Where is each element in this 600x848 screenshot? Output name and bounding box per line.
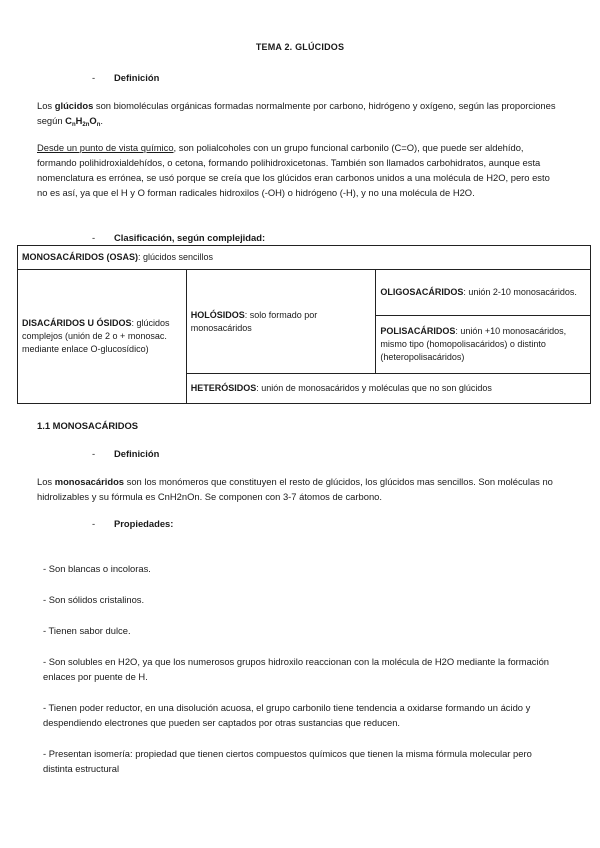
bullet-dash: - bbox=[92, 72, 96, 83]
text-run: . bbox=[100, 115, 103, 126]
heterosidos-cell bbox=[186, 374, 590, 404]
formula-h: H bbox=[75, 115, 83, 126]
definicion2-heading bbox=[92, 448, 159, 459]
property-item: - Son blancas o incoloras. bbox=[43, 563, 151, 574]
cell-text: : glúcidos sencillos bbox=[138, 252, 214, 262]
property-item: - Presentan isomería: propiedad que tienen ciertos compuestos químicos que tienen la misma fórmula molecular pero distinta estructural bbox=[43, 748, 532, 774]
definicion2-heading-text: Definición bbox=[114, 448, 160, 459]
bullet-dash: - bbox=[92, 232, 96, 243]
formula bbox=[65, 115, 100, 126]
clasificacion-heading bbox=[92, 232, 265, 243]
cell-term: DISACÁRIDOS U ÓSIDOS bbox=[22, 318, 132, 328]
text-run: Los bbox=[37, 476, 55, 487]
cell-term: MONOSACÁRIDOS (OSAS) bbox=[22, 252, 139, 262]
formula-c: C bbox=[65, 115, 72, 126]
text-run: son los monómeros que constituyen el resto de glúcidos, los glúcidos mas sencillos. Son moléculas no hidrolizables y su fórmula es CnH2nOn. Se componen con 3-7 átomos de carbono. bbox=[37, 476, 553, 502]
glucidos-term: glúcidos bbox=[54, 100, 94, 111]
classification-table bbox=[17, 245, 591, 404]
polisacaridos-cell bbox=[376, 316, 591, 374]
cell-term: HOLÓSIDOS bbox=[190, 309, 245, 320]
cell-text: : solo formado por monosacáridos bbox=[190, 309, 318, 333]
page-title: TEMA 2. GLÚCIDOS bbox=[255, 42, 345, 52]
glucidos-definition-paragraph bbox=[37, 98, 557, 133]
cell-text: : unión de monosacáridos y moléculas que no son glúcidos bbox=[256, 383, 492, 393]
cell-text: : glúcidos complejos (unión de 2 o + monosac. mediante enlace O-glucosídico) bbox=[22, 318, 170, 354]
cell-term: POLISACÁRIDOS bbox=[380, 326, 456, 336]
text-run: son biomoléculas orgánicas formadas normalmente por carbono, hidrógeno y oxígeno, según las proporciones según bbox=[37, 100, 556, 126]
holosidos-cell bbox=[186, 270, 376, 374]
definicion-heading bbox=[92, 72, 159, 83]
clasificacion-heading-text: Clasificación, según complejidad: bbox=[114, 232, 266, 243]
bullet-dash: - bbox=[92, 448, 96, 459]
cell-term: OLIGOSACÁRIDOS bbox=[380, 287, 464, 297]
propiedades-heading-text: Propiedades: bbox=[114, 518, 174, 529]
cell-text: : unión 2-10 monosacáridos. bbox=[463, 287, 577, 297]
monosacaridos-term: monosacáridos bbox=[54, 476, 125, 487]
cell-text: : unión +10 monosacáridos, mismo tipo (homopolisacáridos) o distinto (heteropolisacáridos) bbox=[380, 326, 567, 362]
section-heading-monosacaridos: 1.1 MONOSACÁRIDOS bbox=[37, 420, 139, 431]
formula-o: O bbox=[89, 115, 97, 126]
formula-sub: n bbox=[96, 122, 101, 128]
property-item: - Son sólidos cristalinos. bbox=[43, 594, 145, 605]
chemical-view-paragraph bbox=[37, 140, 557, 200]
disacaridos-cell bbox=[18, 270, 187, 404]
bullet-dash: - bbox=[92, 518, 96, 529]
formula-sub: n bbox=[71, 122, 76, 128]
propiedades-heading bbox=[92, 518, 173, 529]
property-item: - Son solubles en H2O, ya que los numerosos grupos hidroxilo reaccionan con la molécula de H2O mediante la formación enlaces por puente de H. bbox=[43, 656, 550, 682]
definicion-heading-text: Definición bbox=[114, 72, 160, 83]
property-item: - Tienen sabor dulce. bbox=[43, 625, 131, 636]
text-run: , son polialcoholes con un grupo funcional carbonilo (C=O), que puede ser aldehído, formando polihidroxialdehídos, o cetona, formando polihidroxicetonas. También son llamados carbohidratos, aunque esta nomenclatura es errónea, se usó porque se creía que los glúcidos eran carbonos unidos a una molécula de H2O, pero esto no es así, ya que el H y O forman radicales hidroxilos (-OH) o hidrógeno (-H), y no una molécula de H2O. bbox=[37, 142, 550, 198]
property-item: - Tienen poder reductor, en una disolución acuosa, el grupo carbonilo tiene tendencia a oxidarse formando un ácido y despendiendo electrones que pueden ser captados por otras sustancias que reducen. bbox=[43, 702, 531, 728]
cell-term: HETERÓSIDOS bbox=[190, 383, 257, 393]
oligosacaridos-cell bbox=[376, 270, 591, 316]
text-run: Los bbox=[37, 100, 55, 111]
monosacaridos-definition-paragraph bbox=[37, 474, 557, 504]
formula-sub: 2n bbox=[82, 122, 90, 128]
monosacaridos-cell bbox=[18, 246, 591, 270]
underlined-phrase: Desde un punto de vista químico bbox=[37, 142, 174, 153]
